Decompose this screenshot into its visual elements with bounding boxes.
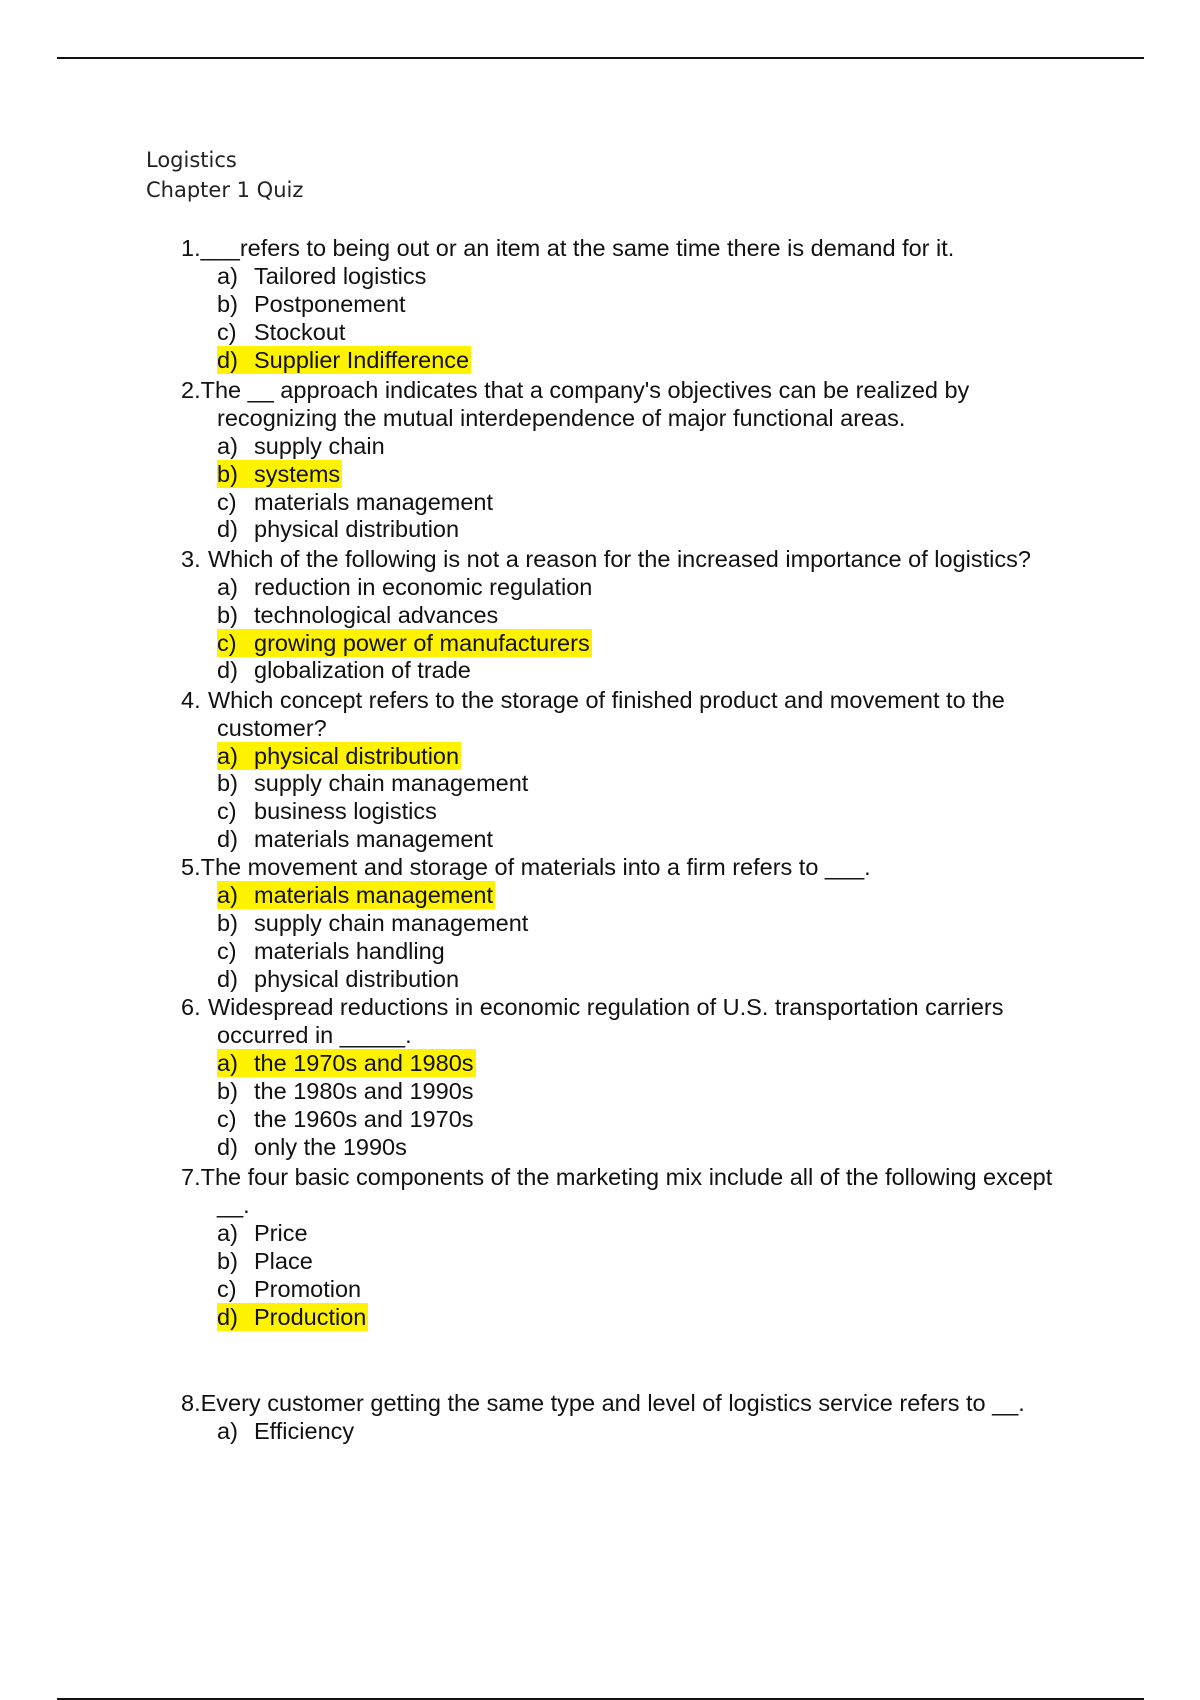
question-text: The __ approach indicates that a company's objectives can be realized by — [200, 377, 970, 403]
top-rule — [57, 57, 1144, 59]
option-6a-highlighted — [217, 1049, 476, 1077]
question-text: Which concept refers to the storage of finished product and movement to the — [208, 687, 1005, 713]
option-5a-highlighted — [217, 881, 495, 909]
option-3b: b) technological advances — [217, 602, 499, 628]
option-5c: c) materials handling — [217, 938, 445, 964]
option-4a-highlighted — [217, 742, 461, 770]
option-7d-highlighted — [217, 1303, 368, 1331]
question-8 — [181, 1389, 1025, 1417]
option-5d: d) physical distribution — [217, 966, 460, 992]
question-number: 6. — [181, 994, 201, 1020]
question-7-continued: __. — [217, 1192, 250, 1218]
answer-highlight: c) growing power of manufacturers — [217, 630, 590, 656]
option-4d: d) materials management — [217, 826, 494, 852]
option-7a: a) Price — [217, 1220, 308, 1246]
option-2c: c) materials management — [217, 489, 494, 515]
question-number: 8. — [181, 1390, 201, 1416]
document-header — [146, 145, 303, 205]
chapter-title: Chapter 1 Quiz — [146, 178, 304, 202]
question-7 — [181, 1163, 1052, 1191]
question-number: 2. — [181, 377, 201, 403]
option-2d: d) physical distribution — [217, 516, 460, 542]
option-1b: b) Postponement — [217, 291, 406, 317]
option-4c: c) business logistics — [217, 798, 437, 824]
question-4 — [181, 686, 1005, 714]
option-3a: a) reduction in economic regulation — [217, 574, 593, 600]
question-5 — [181, 853, 871, 881]
option-1c: c) Stockout — [217, 319, 346, 345]
question-3 — [181, 545, 1031, 573]
option-6b: b) the 1980s and 1990s — [217, 1078, 474, 1104]
option-4b: b) supply chain management — [217, 770, 529, 796]
answer-highlight: d) Production — [217, 1304, 367, 1330]
question-text: Every customer getting the same type and level of logistics service refers to __. — [200, 1390, 1025, 1416]
option-1a: a) Tailored logistics — [217, 263, 427, 289]
option-5b: b) supply chain management — [217, 910, 529, 936]
answer-highlight: b) systems — [217, 461, 341, 487]
answer-highlight: a) physical distribution — [217, 743, 460, 769]
question-2-continued: recognizing the mutual interdependence of major functional areas. — [217, 405, 906, 431]
option-8a: a) Efficiency — [217, 1418, 355, 1444]
question-2 — [181, 376, 969, 404]
option-7c: c) Promotion — [217, 1276, 362, 1302]
option-7b: b) Place — [217, 1248, 313, 1274]
question-6 — [181, 993, 1003, 1021]
question-number: 3. — [181, 546, 201, 572]
option-2a: a) supply chain — [217, 433, 385, 459]
option-2b-highlighted — [217, 460, 342, 488]
option-6c: c) the 1960s and 1970s — [217, 1106, 474, 1132]
answer-highlight: a) materials management — [217, 882, 494, 908]
question-text: ___refers to being out or an item at the same time there is demand for it. — [200, 235, 955, 261]
question-text: The four basic components of the marketing mix include all of the following except — [200, 1164, 1053, 1190]
question-text: The movement and storage of materials into a firm refers to ___. — [200, 854, 871, 880]
question-6-continued: occurred in _____. — [217, 1022, 412, 1048]
question-text: Which of the following is not a reason for the increased importance of logistics? — [208, 546, 1031, 572]
question-4-continued: customer? — [217, 715, 327, 741]
question-number: 5. — [181, 854, 201, 880]
answer-highlight: a) the 1970s and 1980s — [217, 1050, 474, 1076]
question-1 — [181, 234, 954, 262]
option-3c-highlighted — [217, 629, 592, 657]
question-number: 1. — [181, 235, 201, 261]
question-number: 7. — [181, 1164, 201, 1190]
option-6d: d) only the 1990s — [217, 1134, 407, 1160]
option-1d-highlighted — [217, 346, 471, 374]
question-number: 4. — [181, 687, 201, 713]
question-text: Widespread reductions in economic regulation of U.S. transportation carriers — [208, 994, 1004, 1020]
option-3d: d) globalization of trade — [217, 657, 471, 683]
answer-highlight: d) Supplier Indifference — [217, 347, 470, 373]
subject-title: Logistics — [146, 148, 237, 172]
